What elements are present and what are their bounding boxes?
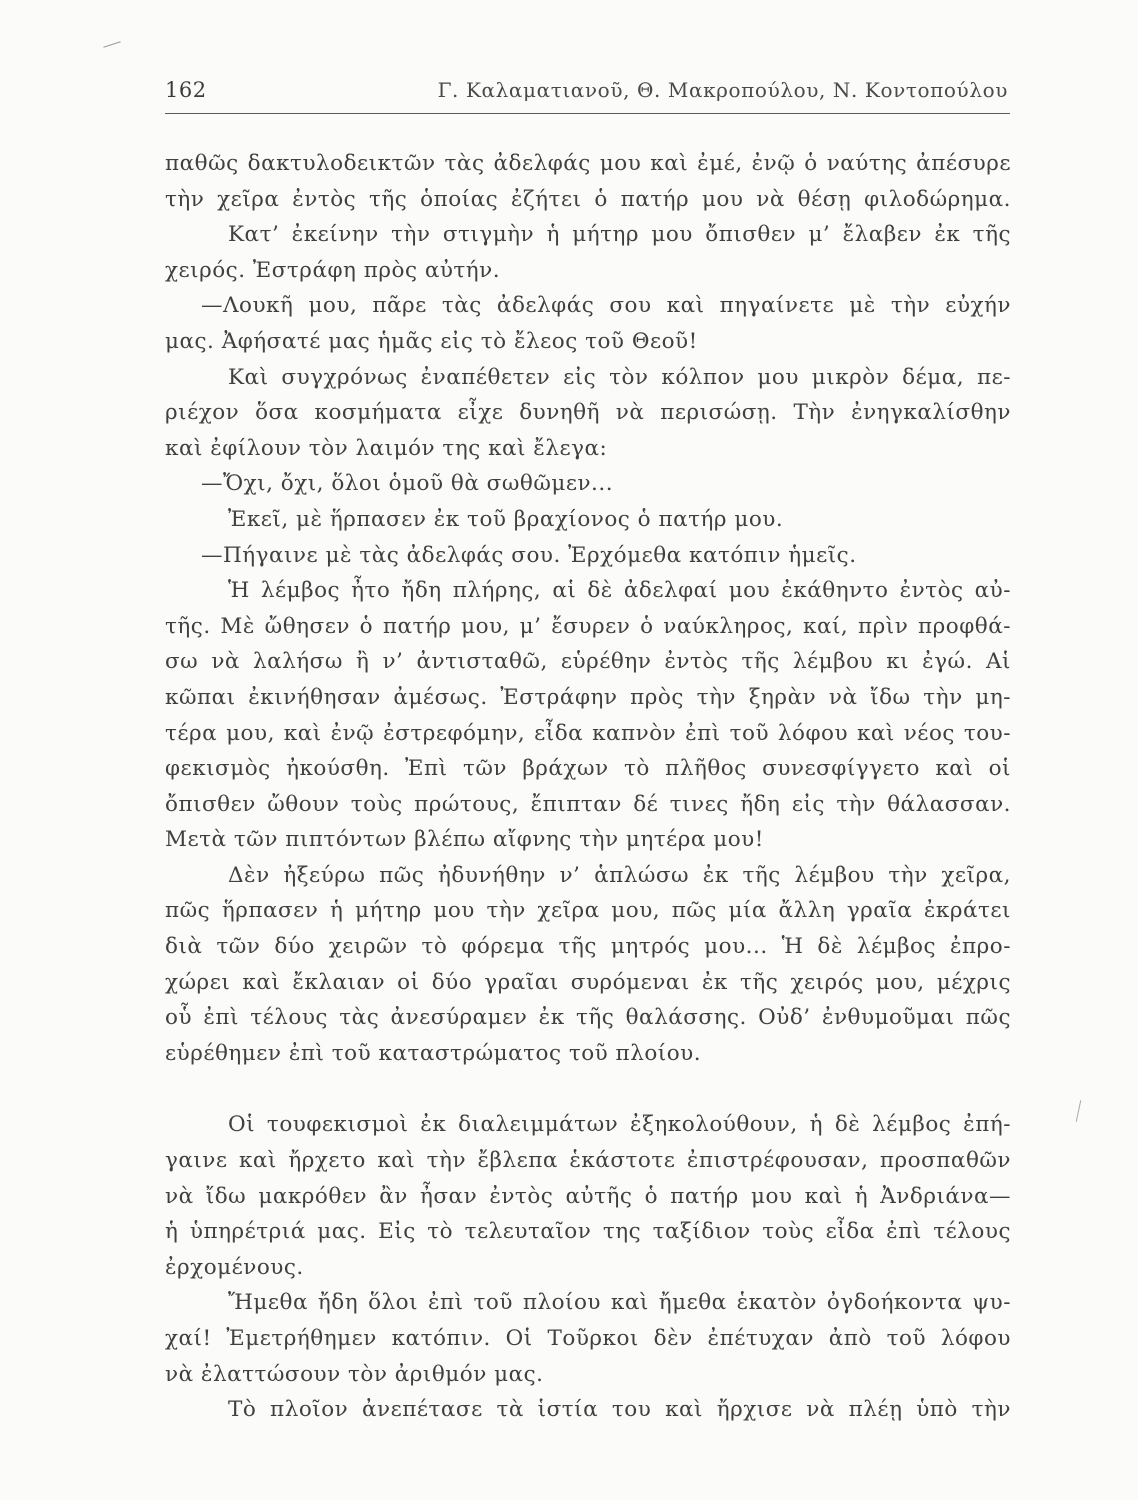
text-line: διὰ τῶν δύο χειρῶν τὸ φόρεμα τῆς μητρός μου... Ἡ δὲ λέμβος ἐπρο- (165, 934, 1011, 960)
text-line: χαί! Ἐμετρήθημεν κατόπιν. Οἱ Τοῦρκοι δὲν ἐπέτυχαν ἀπὸ τοῦ λόφου (165, 1326, 1011, 1351)
text-line: καὶ ἐφίλουν τὸν λαιμόν της καὶ ἔλεγα: (165, 435, 608, 461)
text-line: ὄπισθεν ὤθουν τοὺς πρώτους, ἔπιπταν δέ τινες ἤδη εἰς τὴν θάλασσαν. (165, 791, 1011, 817)
text-line: παθῶς δακτυλοδεικτῶν τὰς ἀδελφάς μου καὶ ἐμέ, ἐνῷ ὁ ναύτης ἀπέσυρε (165, 151, 1011, 176)
text-line: —Πήγαινε μὲ τὰς ἀδελφάς σου. Ἐρχόμεθα κατόπιν ἡμεῖς. (201, 542, 857, 568)
text-line: Μετὰ τῶν πιπτόντων βλέπω αἴφνης τὴν μητέρα μου! (165, 827, 764, 853)
text-line: Ἤμεθα ἤδη ὅλοι ἐπὶ τοῦ πλοίου καὶ ἤμεθα ἑκατὸν ὀγδοήκοντα ψυ- (228, 1290, 1011, 1316)
text-line: —Λουκῆ μου, πᾶρε τὰς ἀδελφάς σου καὶ πηγαίνετε μὲ τὴν εὐχήν (201, 293, 1011, 319)
text-line: ἡ ὑπηρέτριά μας. Εἰς τὸ τελευταῖον της ταξίδιον τοὺς εἶδα ἐπὶ τέλους (165, 1219, 1011, 1245)
text-line: ριέχον ὅσα κοσμήματα εἶχε δυνηθῆ νὰ περισώσῃ. Τὴν ἐνηγκαλίσθην (165, 400, 1011, 426)
text-line: Τὸ πλοῖον ἀνεπέτασε τὰ ἱστία του καὶ ἤρχισε νὰ πλέῃ ὑπὸ τὴν (228, 1397, 1011, 1423)
text-line: Ἐκεῖ, μὲ ἥρπασεν ἐκ τοῦ βραχίονος ὁ πατήρ μου. (228, 506, 784, 532)
text-line: πῶς ἥρπασεν ἡ μήτηρ μου τὴν χεῖρα μου, πῶς μία ἄλλη γραῖα ἐκράτει (165, 898, 1011, 924)
text-line: κῶπαι ἐκινήθησαν ἀμέσως. Ἐστράφην πρὸς τὴν ξηρὰν νὰ ἴδω τὴν μη- (165, 684, 1011, 710)
text-line: ἐρχομένους. (165, 1254, 304, 1280)
text-line: Οἱ τουφεκισμοὶ ἐκ διαλειμμάτων ἐξηκολούθουν, ἡ δὲ λέμβος ἐπή- (228, 1112, 1011, 1138)
paragraph-gap (165, 1071, 1011, 1107)
text-line: γαινε καὶ ἤρχετο καὶ τὴν ἔβλεπα ἑκάστοτε ἐπιστρέφουσαν, προσπαθῶν (165, 1148, 1011, 1174)
text-line: —Ὄχι, ὄχι, ὅλοι ὁμοῦ θὰ σωθῶμεν... (201, 471, 614, 497)
text-line: μας. Ἀφήσατέ μας ἡμᾶς εἰς τὸ ἔλεος τοῦ Θεοῦ! (165, 328, 698, 354)
text-line: Δὲν ἠξεύρω πῶς ἠδυνήθην ν’ ἁπλώσω ἐκ τῆς λέμβου τὴν χεῖρα, (228, 862, 1011, 888)
body-text (165, 146, 1011, 1428)
text-line: τέρα μου, καὶ ἐνῷ ἐστρεφόμην, εἶδα καπνὸν ἐπὶ τοῦ λόφου καὶ νέος του- (165, 720, 1011, 746)
text-line: εὑρέθημεν ἐπὶ τοῦ καταστρώματος τοῦ πλοίου. (165, 1040, 702, 1066)
text-line: φεκισμὸς ἠκούσθη. Ἐπὶ τῶν βράχων τὸ πλῆθος συνεσφίγγετο καὶ οἱ (165, 756, 1011, 782)
text-line: Κατ’ ἐκείνην τὴν στιγμὴν ἡ μήτηρ μου ὄπισθεν μ’ ἔλαβεν ἐκ τῆς (228, 222, 1011, 248)
stray-margin-tick (1076, 1100, 1082, 1122)
text-line: Καὶ συγχρόνως ἐναπέθετεν εἰς τὸν κόλπον μου μικρὸν δέμα, πε- (228, 364, 1011, 390)
page-header (165, 78, 1008, 114)
text-line: σω νὰ λαλήσω ἢ ν’ ἀντισταθῶ, εὑρέθην ἐντὸς τῆς λέμβου κι ἐγώ. Αἱ (165, 649, 1011, 675)
text-line: νὰ ἐλαττώσουν τὸν ἀριθμόν μας. (165, 1361, 544, 1387)
page-number: 162 (165, 78, 207, 102)
text-line: νὰ ἴδω μακρόθεν ἂν ἦσαν ἐντὸς αὐτῆς ὁ πατήρ μου καὶ ἡ Ἀνδριάνα— (165, 1183, 1011, 1209)
text-line: Ἡ λέμβος ἦτο ἤδη πλήρης, αἱ δὲ ἀδελφαί μου ἐκάθηντο ἐντὸς αὐ- (228, 578, 1011, 604)
stray-pencil-mark (103, 41, 120, 48)
running-head: Γ. Καλαματιανοῦ, Θ. Μακροπούλου, Ν. Κοντοπούλου (437, 78, 1008, 102)
text-line: χειρός. Ἐστράφη πρὸς αὐτήν. (165, 257, 501, 283)
text-line: χώρει καὶ ἔκλαιαν οἱ δύο γραῖαι συρόμεναι ἐκ τῆς χειρός μου, μέχρις (165, 969, 1011, 995)
text-line: οὗ ἐπὶ τέλους τὰς ἀνεσύραμεν ἐκ τῆς θαλάσσης. Οὐδ’ ἐνθυμοῦμαι πῶς (165, 1005, 1011, 1031)
text-line: τῆς. Μὲ ὤθησεν ὁ πατήρ μου, μ’ ἔσυρεν ὁ ναύκληρος, καί, πρὶν προφθά- (165, 613, 1011, 639)
header-rule (165, 113, 1010, 114)
text-line: τὴν χεῖρα ἐντὸς τῆς ὁποίας ἐζήτει ὁ πατήρ μου νὰ θέσῃ φιλοδώρημα. (165, 186, 1011, 212)
